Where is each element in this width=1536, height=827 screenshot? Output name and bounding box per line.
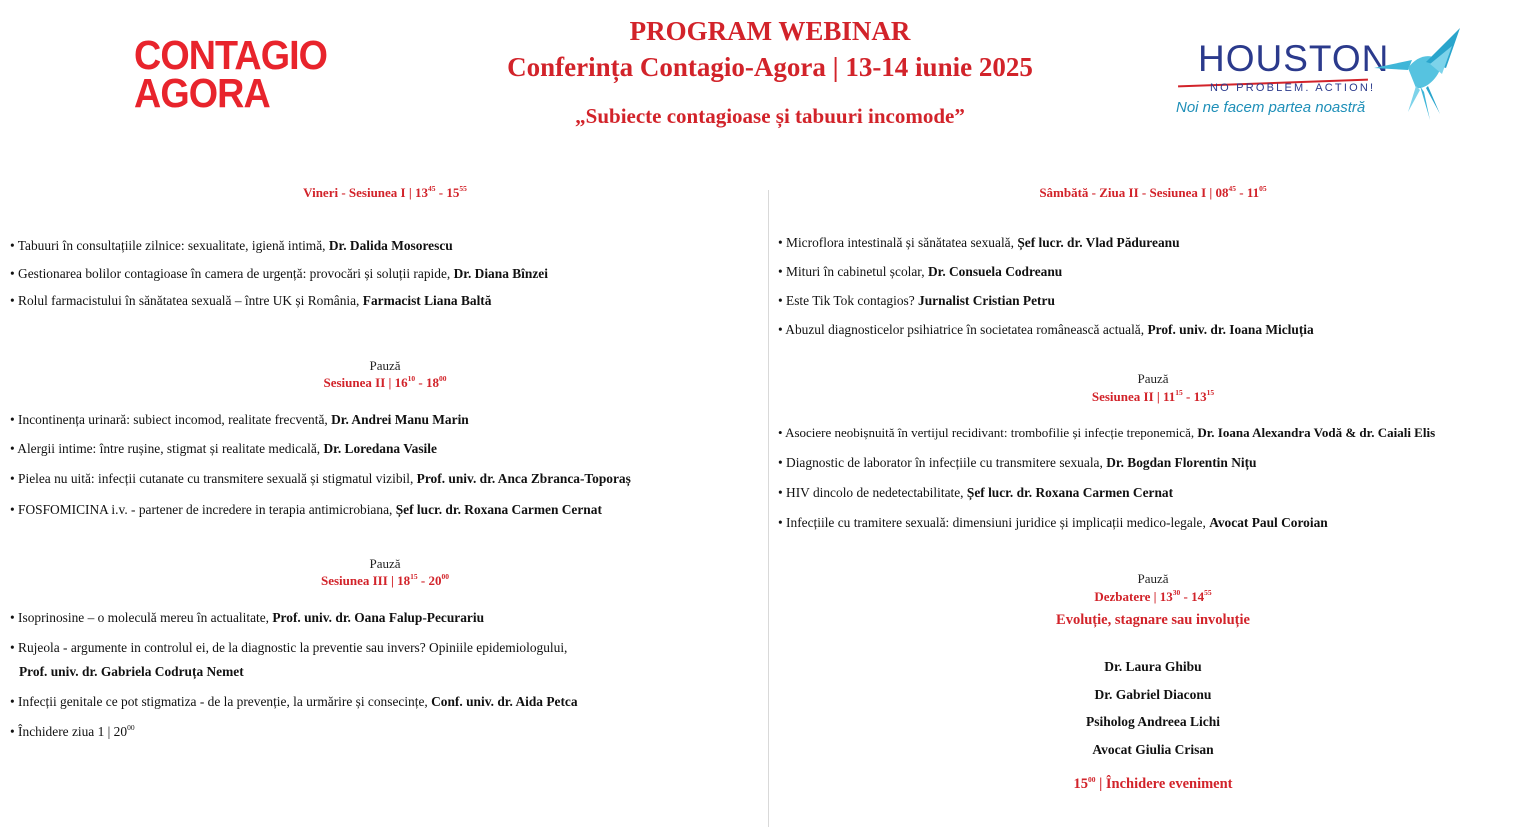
- pause-label: Pauză: [369, 358, 401, 373]
- list-item: • Alergii intime: între rușine, stigmat și realitate medicală, Dr. Loredana Vasile: [10, 441, 437, 456]
- panelist: Psiholog Andreea Lichi: [1085, 714, 1221, 729]
- list-item: • Rujeola - argumente in controlul ei, de la diagnostic la preventie sau invers? Opiniile epidemiologului,: [10, 640, 568, 655]
- speaker-name: Dr. Dalida Mosorescu: [328, 238, 453, 253]
- list-item: • Rolul farmacistului în sănătatea sexuală – între UK și România, Farmacist Liana Baltă: [10, 293, 492, 308]
- day1-session2-title: Sesiunea II | $16^{10} - 18^{00}$: [323, 374, 447, 390]
- list-item: • Isoprinosine – o moleculă mereu în actualitate, Prof. univ. dr. Oana Falup-Pecurariu: [10, 610, 485, 625]
- speaker-name: Șef lucr. dr. Roxana Carmen Cernat: [395, 502, 602, 517]
- day2-session2-title: Sesiunea II | $11^{15} - 13^{15}$: [1091, 388, 1215, 404]
- speaker-name: Avocat Paul Coroian: [1209, 515, 1328, 530]
- list-item: • Este Tik Tok contagios? Jurnalist Cristian Petru: [778, 293, 1055, 308]
- list-item: • Pielea nu uită: infecții cutanate cu transmitere sexuală și stigmatul vizibil, Prof. univ. dr. Anca Zbranca-Toporaș: [10, 471, 631, 486]
- day1-session3-title: Sesiunea III | $18^{15} - 20^{00}$: [320, 572, 450, 588]
- pause-label: Pauză: [369, 556, 401, 571]
- speaker-name: Jurnalist Cristian Petru: [918, 293, 1055, 308]
- closing-day1: • Închidere ziua 1 | $20^{00}$: [10, 723, 135, 739]
- panelist: Dr. Laura Ghibu: [1104, 659, 1202, 674]
- day2-session1-title: Sâmbătă - Ziua II - Sesiunea I | $08^{45} - 11^{05}$: [1039, 184, 1267, 200]
- contagio-agora-logo: [134, 32, 328, 116]
- debate-topic: Evoluție, stagnare sau involuție: [1056, 612, 1250, 628]
- list-item: • Tabuuri în consultațiile zilnice: sexualitate, igienă intimă, Dr. Dalida Mosorescu: [10, 238, 453, 253]
- list-item: • Microflora intestinală și sănătatea sexuală, Șef lucr. dr. Vlad Pădureanu: [778, 235, 1180, 250]
- pause-label: Pauză: [1137, 571, 1169, 586]
- list-item: • Mituri în cabinetul școlar, Dr. Consuela Codreanu: [778, 264, 1063, 279]
- speaker-name: Dr. Bogdan Florentin Nițu: [1106, 455, 1257, 470]
- speaker-name: Dr. Ioana Alexandra Vodă & dr. Caiali Elis: [1197, 425, 1436, 440]
- panelist: Dr. Gabriel Diaconu: [1094, 687, 1212, 702]
- page-header: [400, 14, 1140, 129]
- houston-name: HOUSTON: [1198, 38, 1390, 79]
- houston-slogan: NO PROBLEM. ACTION!: [1210, 82, 1376, 94]
- logo-line-1: CONTAGIO: [134, 32, 328, 78]
- speaker-name: Prof. univ. dr. Oana Falup-Pecurariu: [272, 610, 485, 625]
- list-item: • HIV dincolo de nedetectabilitate, Șef lucr. dr. Roxana Carmen Cernat: [778, 485, 1174, 500]
- logo-line-2: AGORA: [134, 70, 270, 116]
- houston-logo: [1172, 30, 1472, 130]
- list-item: • Infecții genitale ce pot stigmatiza - de la prevenție, la urmărire și consecințe, Conf. univ. dr. Aida Petca: [10, 694, 578, 709]
- speaker-name: Dr. Diana Bînzei: [453, 266, 548, 281]
- debate-title: Dezbatere | $13^{30} - 14^{55}$: [1094, 588, 1212, 604]
- speaker-name: Dr. Andrei Manu Marin: [331, 412, 469, 427]
- hummingbird-icon: [1368, 24, 1464, 124]
- column-divider: [768, 190, 769, 827]
- speaker-name: Șef lucr. dr. Vlad Pădureanu: [1017, 235, 1180, 250]
- speaker-name: Conf. univ. dr. Aida Petca: [431, 694, 578, 709]
- speaker-name: Dr. Loredana Vasile: [323, 441, 437, 456]
- conference-subtitle: Conferința Contagio-Agora | 13-14 iunie 2025: [507, 52, 1033, 82]
- speaker-name: Prof. univ. dr. Anca Zbranca-Toporaș: [416, 471, 631, 486]
- list-item: • FOSFOMICINA i.v. - partener de incredere in terapia antimicrobiana, Șef lucr. dr. Roxana Carmen Cernat: [10, 502, 602, 517]
- pause-label: Pauză: [1137, 371, 1169, 386]
- list-item: • Gestionarea bolilor contagioase în camera de urgență: provocări și soluții rapide, Dr. Diana Bînzei: [10, 266, 548, 281]
- speaker-name: Farmacist Liana Baltă: [362, 293, 492, 308]
- speaker-name: Prof. univ. dr. Ioana Micluția: [1147, 322, 1314, 337]
- speaker-name: Prof. univ. dr. Gabriela Codruța Nemet: [19, 664, 244, 679]
- list-item: • Diagnostic de laborator în infecțiile cu transmitere sexuala, Dr. Bogdan Florentin Nițu: [778, 455, 1257, 470]
- list-item-continuation: [19, 664, 244, 680]
- list-item: • Infecțiile cu tramitere sexuală: dimensiuni juridice și implicații medico-legale, Avocat Paul Coroian: [778, 515, 1328, 530]
- list-item: • Abuzul diagnosticelor psihiatrice în societatea românească actuală, Prof. univ. dr. Ioana Micluția: [778, 322, 1314, 337]
- event-closing: $15^{00}$ | Închidere eveniment: [1073, 775, 1233, 792]
- speaker-name: Dr. Consuela Codreanu: [927, 264, 1063, 279]
- day1-session1-title: Vineri - Sesiunea I | $13^{45} - 15^{55}$: [303, 184, 467, 200]
- list-item: • Incontinența urinară: subiect incomod, realitate frecventă, Dr. Andrei Manu Marin: [10, 412, 469, 427]
- speaker-name: Șef lucr. dr. Roxana Carmen Cernat: [966, 485, 1174, 500]
- houston-tagline: Noi ne facem partea noastră: [1176, 99, 1366, 116]
- list-item: • Asociere neobișnuită în vertijul recidivant: trombofilie și infecție treponemică, Dr. Ioana Alexandra Vodă & dr. Caiali Elis: [778, 425, 1436, 440]
- conference-tagline: „Subiecte contagioase și tabuuri incomode”: [575, 104, 965, 128]
- page-title: PROGRAM WEBINAR: [629, 16, 911, 46]
- panelist: Avocat Giulia Crisan: [1092, 742, 1214, 757]
